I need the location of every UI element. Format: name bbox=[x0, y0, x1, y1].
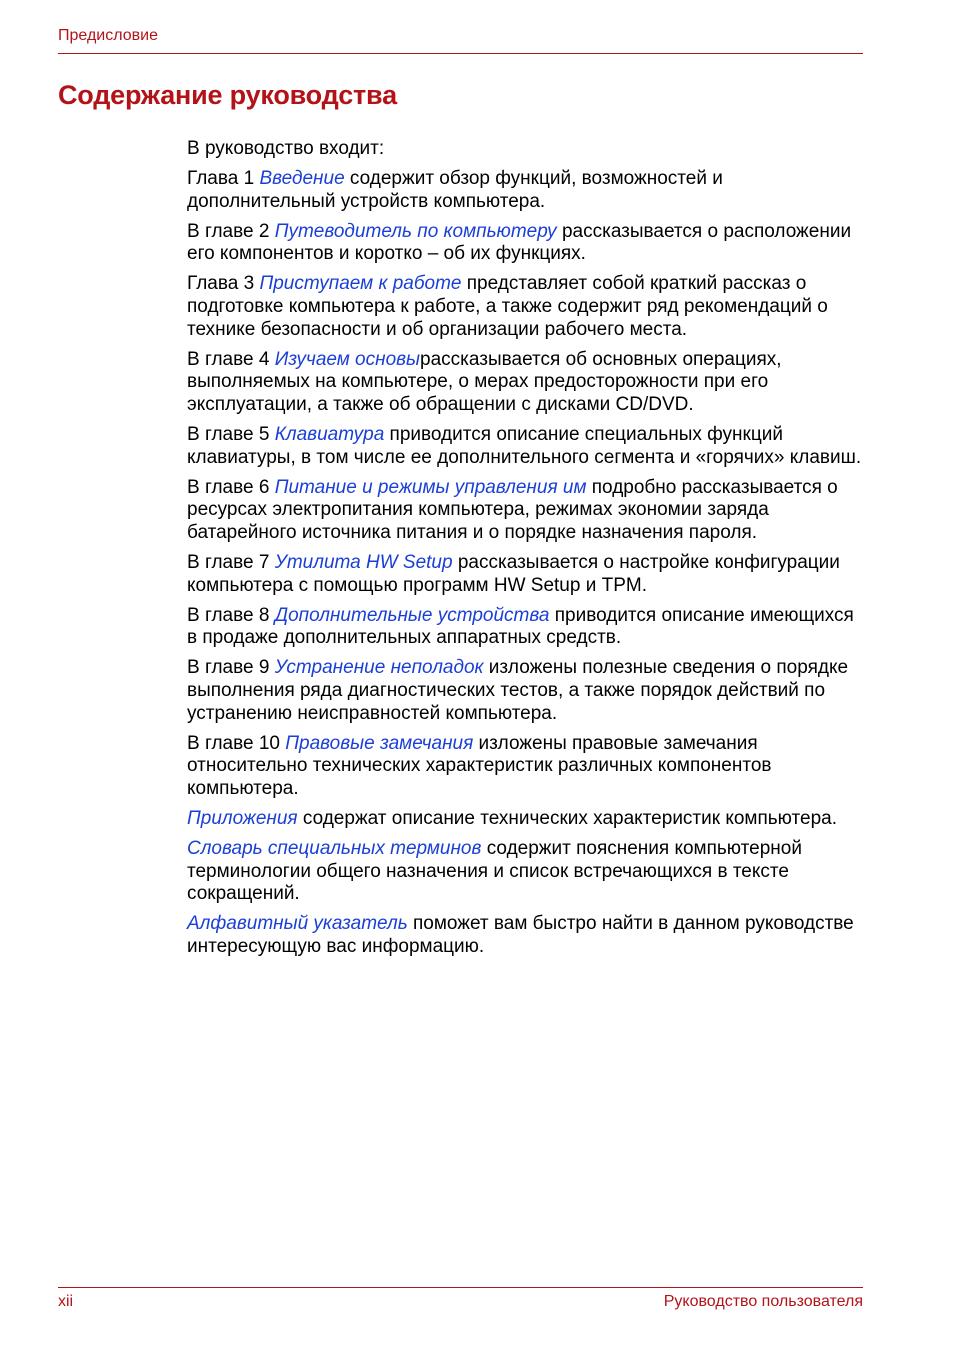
running-head-section: Предисловие bbox=[58, 27, 158, 44]
chapter-paragraph-8: В главе 8 Дополнительные устройства приводится описание имеющихся в продаже дополнительных аппаратных средств. bbox=[187, 604, 854, 649]
footer-rule bbox=[58, 1287, 863, 1288]
link-chapter-6[interactable]: Питание и режимы управления им bbox=[274, 476, 587, 498]
header-rule bbox=[58, 53, 863, 54]
link-chapter-4[interactable]: Изучаем основы bbox=[274, 348, 421, 370]
page-number: xii bbox=[58, 1293, 74, 1310]
link-chapter-1[interactable]: Введение bbox=[259, 168, 345, 190]
link-index[interactable]: Алфавитный указатель bbox=[187, 913, 408, 935]
chapter-paragraph-9: В главе 9 Устранение неполадок изложены полезные сведения о порядке выполнения ряда диагностических тестов, а также порядок действий по устранению неисправностей компьютера. bbox=[187, 657, 849, 724]
chapter-paragraph-10: В главе 10 Правовые замечания изложены правовые замечания относительно технических характеристик различных компонентов компьютера. bbox=[187, 732, 772, 799]
chapter-paragraph-3: Глава 3 Приступаем к работе представляет собой краткий рассказ о подготовке компьютера к работе, а также содержит ряд рекомендаций о технике безопасности и об организации рабочего места. bbox=[187, 273, 828, 340]
link-chapter-7[interactable]: Утилита HW Setup bbox=[274, 552, 453, 573]
link-chapter-8[interactable]: Дополнительные устройства bbox=[274, 604, 550, 626]
link-chapter-10[interactable]: Правовые замечания bbox=[285, 732, 474, 754]
body-content bbox=[187, 138, 863, 966]
link-appendices[interactable]: Приложения bbox=[187, 807, 298, 829]
chapter-paragraph-5: В главе 5 Клавиатура приводится описание специальных функций клавиатуры, в том числе ее дополнительного сегмента и «горячих» клавиш. bbox=[187, 424, 862, 468]
chapter-paragraph-2: В главе 2 Путеводитель по компьютеру рассказывается о расположении его компонентов и коротко – об их функциях. bbox=[187, 220, 852, 265]
link-chapter-5[interactable]: Клавиатура bbox=[274, 424, 385, 446]
intro-paragraph: В руководство входит: bbox=[187, 138, 385, 159]
appendices-paragraph: Приложения содержат описание технических характеристик компьютера. bbox=[187, 807, 837, 829]
chapter-paragraph-7: В главе 7 Утилита HW Setup рассказывается о настройке конфигурации компьютера с помощью программ HW Setup и TPM. bbox=[187, 552, 840, 596]
link-chapter-3[interactable]: Приступаем к работе bbox=[259, 273, 462, 295]
link-chapter-2[interactable]: Путеводитель по компьютеру bbox=[274, 220, 557, 242]
link-chapter-9[interactable]: Устранение неполадок bbox=[274, 657, 484, 679]
index-paragraph: Алфавитный указатель поможет вам быстро найти в данном руководстве интересующую вас информацию. bbox=[187, 913, 854, 957]
chapter-paragraph-6: В главе 6 Питание и режимы управления им подробно рассказывается о ресурсах электропитания компьютера, режимах экономии заряда батарейного источника питания и о порядке назначения пароля. bbox=[187, 476, 838, 543]
footer-document-title: Руководство пользователя bbox=[663, 1293, 863, 1310]
link-glossary[interactable]: Словарь специальных терминов bbox=[187, 838, 482, 860]
chapter-paragraph-4: В главе 4 Изучаем основырассказывается об основных операциях, выполняемых на компьютере, о мерах предосторожности при его эксплуатации, а также об обращении с дисками CD/DVD. bbox=[187, 348, 782, 415]
glossary-paragraph: Словарь специальных терминов содержит пояснения компьютерной терминологии общего назначения и список встречающихся в тексте сокращений. bbox=[187, 838, 802, 905]
page-title: Содержание руководства bbox=[58, 80, 397, 110]
chapter-paragraph-1: Глава 1 Введение содержит обзор функций, возможностей и дополнительный устройств компьютера. bbox=[187, 168, 723, 212]
